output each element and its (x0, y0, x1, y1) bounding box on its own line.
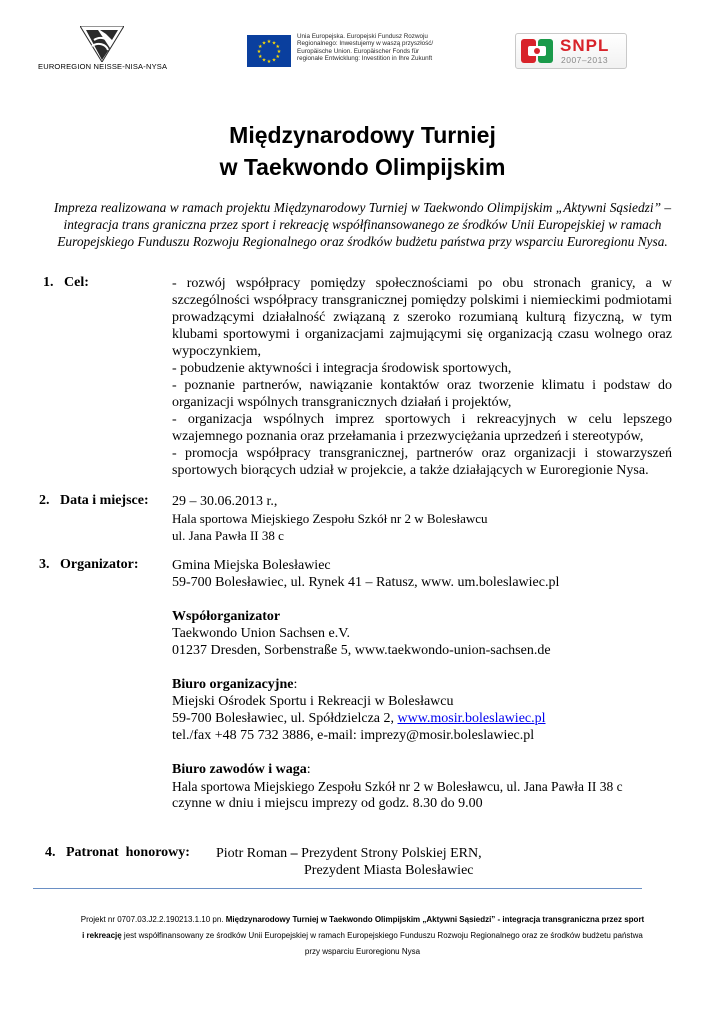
section-1-number: 1. (43, 275, 54, 290)
eu-funding-logo (247, 33, 452, 73)
eu-text-line: Unia Europejska. Europejski Fundusz Rozwoju (297, 33, 428, 40)
footer-divider (33, 888, 642, 889)
patronat-block (216, 845, 482, 879)
euroregion-logo (38, 26, 178, 71)
svg-text:★: ★ (271, 40, 277, 47)
cel-item: - organizacja wspólnych imprez sportowych i rekreacyjnych w celu lepszego wzajemnego poznania oraz przełamania i przezwyciężania uprzedzeń i stereotypów, (172, 412, 672, 444)
cel-item: - rozwój współpracy pomiędzy społecznościami po obu stronach granicy, a w szczególności współpracy transgranicznej pomiędzy polskimi i niemieckimi podmiotami prowadzącymi działalność związaną z szeroko rozumianą kulturą fizyczną, w tym klubami sportowymi i organizacjami zajmującymi się organizacją czasu wolnego oraz wypoczynkiem, (172, 276, 672, 359)
weighin-hours: czynne w dniu i miejscu imprezy od godz. 8.30 do 9.00 (172, 796, 483, 811)
footer-project-title: Międzynarodowy Turniej w Taekwondo Olimpijskim „Aktywni Sąsiedzi” - integracja transgraniczna przez sport (225, 915, 645, 924)
section-4-number: 4. (45, 845, 56, 860)
cel-list (172, 275, 672, 479)
svg-text:★: ★ (276, 49, 282, 55)
svg-text:★: ★ (266, 59, 272, 65)
cel-item: - promocja współpracy transgranicznej, partnerów oraz organizacji i stowarzyszeń sportowych biorących udział w projekcie, a także działających w Euroregionie Nysa. (172, 446, 672, 478)
section-1-label: Cel: (64, 275, 89, 290)
event-place: Hala sportowa Miejskiego Zespołu Szkół nr 2 w Bolesławcu (172, 511, 488, 526)
organizer-address: 59-700 Bolesławiec, ul. Rynek 41 – Ratusz, www. um.boleslawiec.pl (172, 575, 560, 590)
patron-name: Piotr Roman (216, 846, 288, 861)
cel-item: - poznanie partnerów, nawiązanie kontaktów oraz tworzenie klimatu i podstaw do organizacji wspólnych transgranicznych działań i projektów, (172, 378, 672, 410)
patron-role-1: Prezydent Strony Polskiej ERN, (301, 846, 482, 861)
patron-role-2: Prezydent Miasta Bolesławiec (304, 863, 474, 878)
footer-support-text: przy wsparciu Euroregionu Nysa (304, 947, 421, 956)
section-2-number: 2. (39, 493, 50, 508)
title-line-2: w Taekwondo Olimpijskim (219, 154, 506, 180)
footer-project-title-end: i rekreację (82, 931, 122, 940)
title-line-1: Międzynarodowy Turniej (229, 122, 496, 148)
eu-flag-icon (247, 35, 291, 67)
svg-text:★: ★ (275, 54, 280, 60)
organizer-name: Gmina Miejska Bolesławiec (172, 558, 331, 573)
svg-text:★: ★ (261, 57, 267, 64)
office-address (172, 710, 672, 727)
co-organizer-heading (172, 608, 672, 625)
svg-text:★: ★ (275, 44, 280, 50)
weighin-heading-colon: : (306, 762, 311, 777)
euroregion-emblem-icon (80, 26, 124, 62)
footer-prefix: Projekt nr 0707.03.J2.2.190213.1.10 pn. (80, 915, 226, 924)
office-contact: tel./fax +48 75 732 3886, e-mail: imprezy@mosir.boleslawiec.pl (172, 728, 535, 743)
co-organizer-heading-text: Współorganizator (172, 609, 281, 624)
svg-text:★: ★ (256, 49, 262, 55)
eu-text-line: regionale Entwicklung: Investition in Ihre Zukunft (297, 55, 433, 63)
patron-line (216, 845, 482, 862)
eu-text-line: Regionalnego: Inwestujemy w waszą przyszłość/ (297, 40, 434, 48)
footer-funding-text: jest współfinansowany ze środków Unii Europejskiej w ramach Europejskiego Funduszu Rozwoju Regionalnego oraz ze środków budżetu państwa (121, 931, 643, 940)
snpl-logo (515, 33, 627, 69)
data-miejsce-block (172, 493, 672, 544)
co-organizer-name: Taekwondo Union Sachsen e.V. (172, 626, 351, 641)
section-4-label: Patronat honorowy: (66, 845, 190, 860)
snpl-years: 2007–2013 (561, 55, 609, 65)
office-name: Miejski Ośrodek Sportu i Rekreacji w Bolesławcu (172, 694, 454, 709)
office-address-text: 59-700 Bolesławiec, ul. Spółdzielcza 2, (172, 711, 398, 726)
office-heading-colon: : (293, 677, 298, 692)
office-heading (172, 676, 672, 693)
patron-dash: – (287, 846, 302, 861)
event-date: 29 – 30.06.2013 r., (172, 494, 278, 509)
eu-funding-text (297, 33, 433, 63)
eu-text-line: Europäische Union. Europäischer Fonds für (297, 47, 420, 55)
section-2-label: Data i miejsce: (60, 493, 149, 508)
mosir-website-link[interactable]: www.mosir.boleslawiec.pl (397, 711, 546, 726)
weighin-heading (172, 761, 672, 778)
cel-item: - pobudzenie aktywności i integracja środowisk sportowych, (172, 361, 512, 376)
footer (30, 912, 695, 960)
co-organizer-address: 01237 Dresden, Sorbenstraße 5, www.taekwondo-union-sachsen.de (172, 643, 551, 658)
section-3-number: 3. (39, 557, 50, 572)
snpl-puzzle-icon (520, 38, 554, 64)
svg-text:★: ★ (258, 54, 263, 60)
section-3-label: Organizator: (60, 557, 139, 572)
snpl-name: SNPL (560, 36, 610, 55)
event-address: ul. Jana Pawła II 38 c (172, 528, 284, 543)
weighin-heading-text: Biuro zawodów i waga (172, 762, 307, 777)
svg-text:★: ★ (271, 57, 277, 64)
euroregion-caption: EUROREGION NEISSE-NISA-NYSA (38, 62, 168, 71)
svg-text:★: ★ (258, 44, 263, 50)
weighin-place: Hala sportowa Miejskiego Zespołu Szkół nr 2 w Bolesławcu, ul. Jana Pawła II 38 c (172, 779, 623, 794)
organizator-block (172, 557, 672, 812)
svg-text:★: ★ (266, 39, 272, 45)
office-heading-text: Biuro organizacyjne (172, 677, 294, 692)
page-title (0, 119, 725, 183)
intro-paragraph: Impreza realizowana w ramach projektu Międzynarodowy Turniej w Taekwondo Olimpijskim „Aktywni Sąsiedzi” – integracja trans graniczna przez sport i rekreację współfinansowanego ze środków Unii Europejskiej w ramach Europejskiego Funduszu Rozwoju Regionalnego oraz środków budżetu państwa przy wsparciu Euroregionu Nysa. (53, 200, 672, 249)
svg-text:★: ★ (261, 40, 267, 47)
